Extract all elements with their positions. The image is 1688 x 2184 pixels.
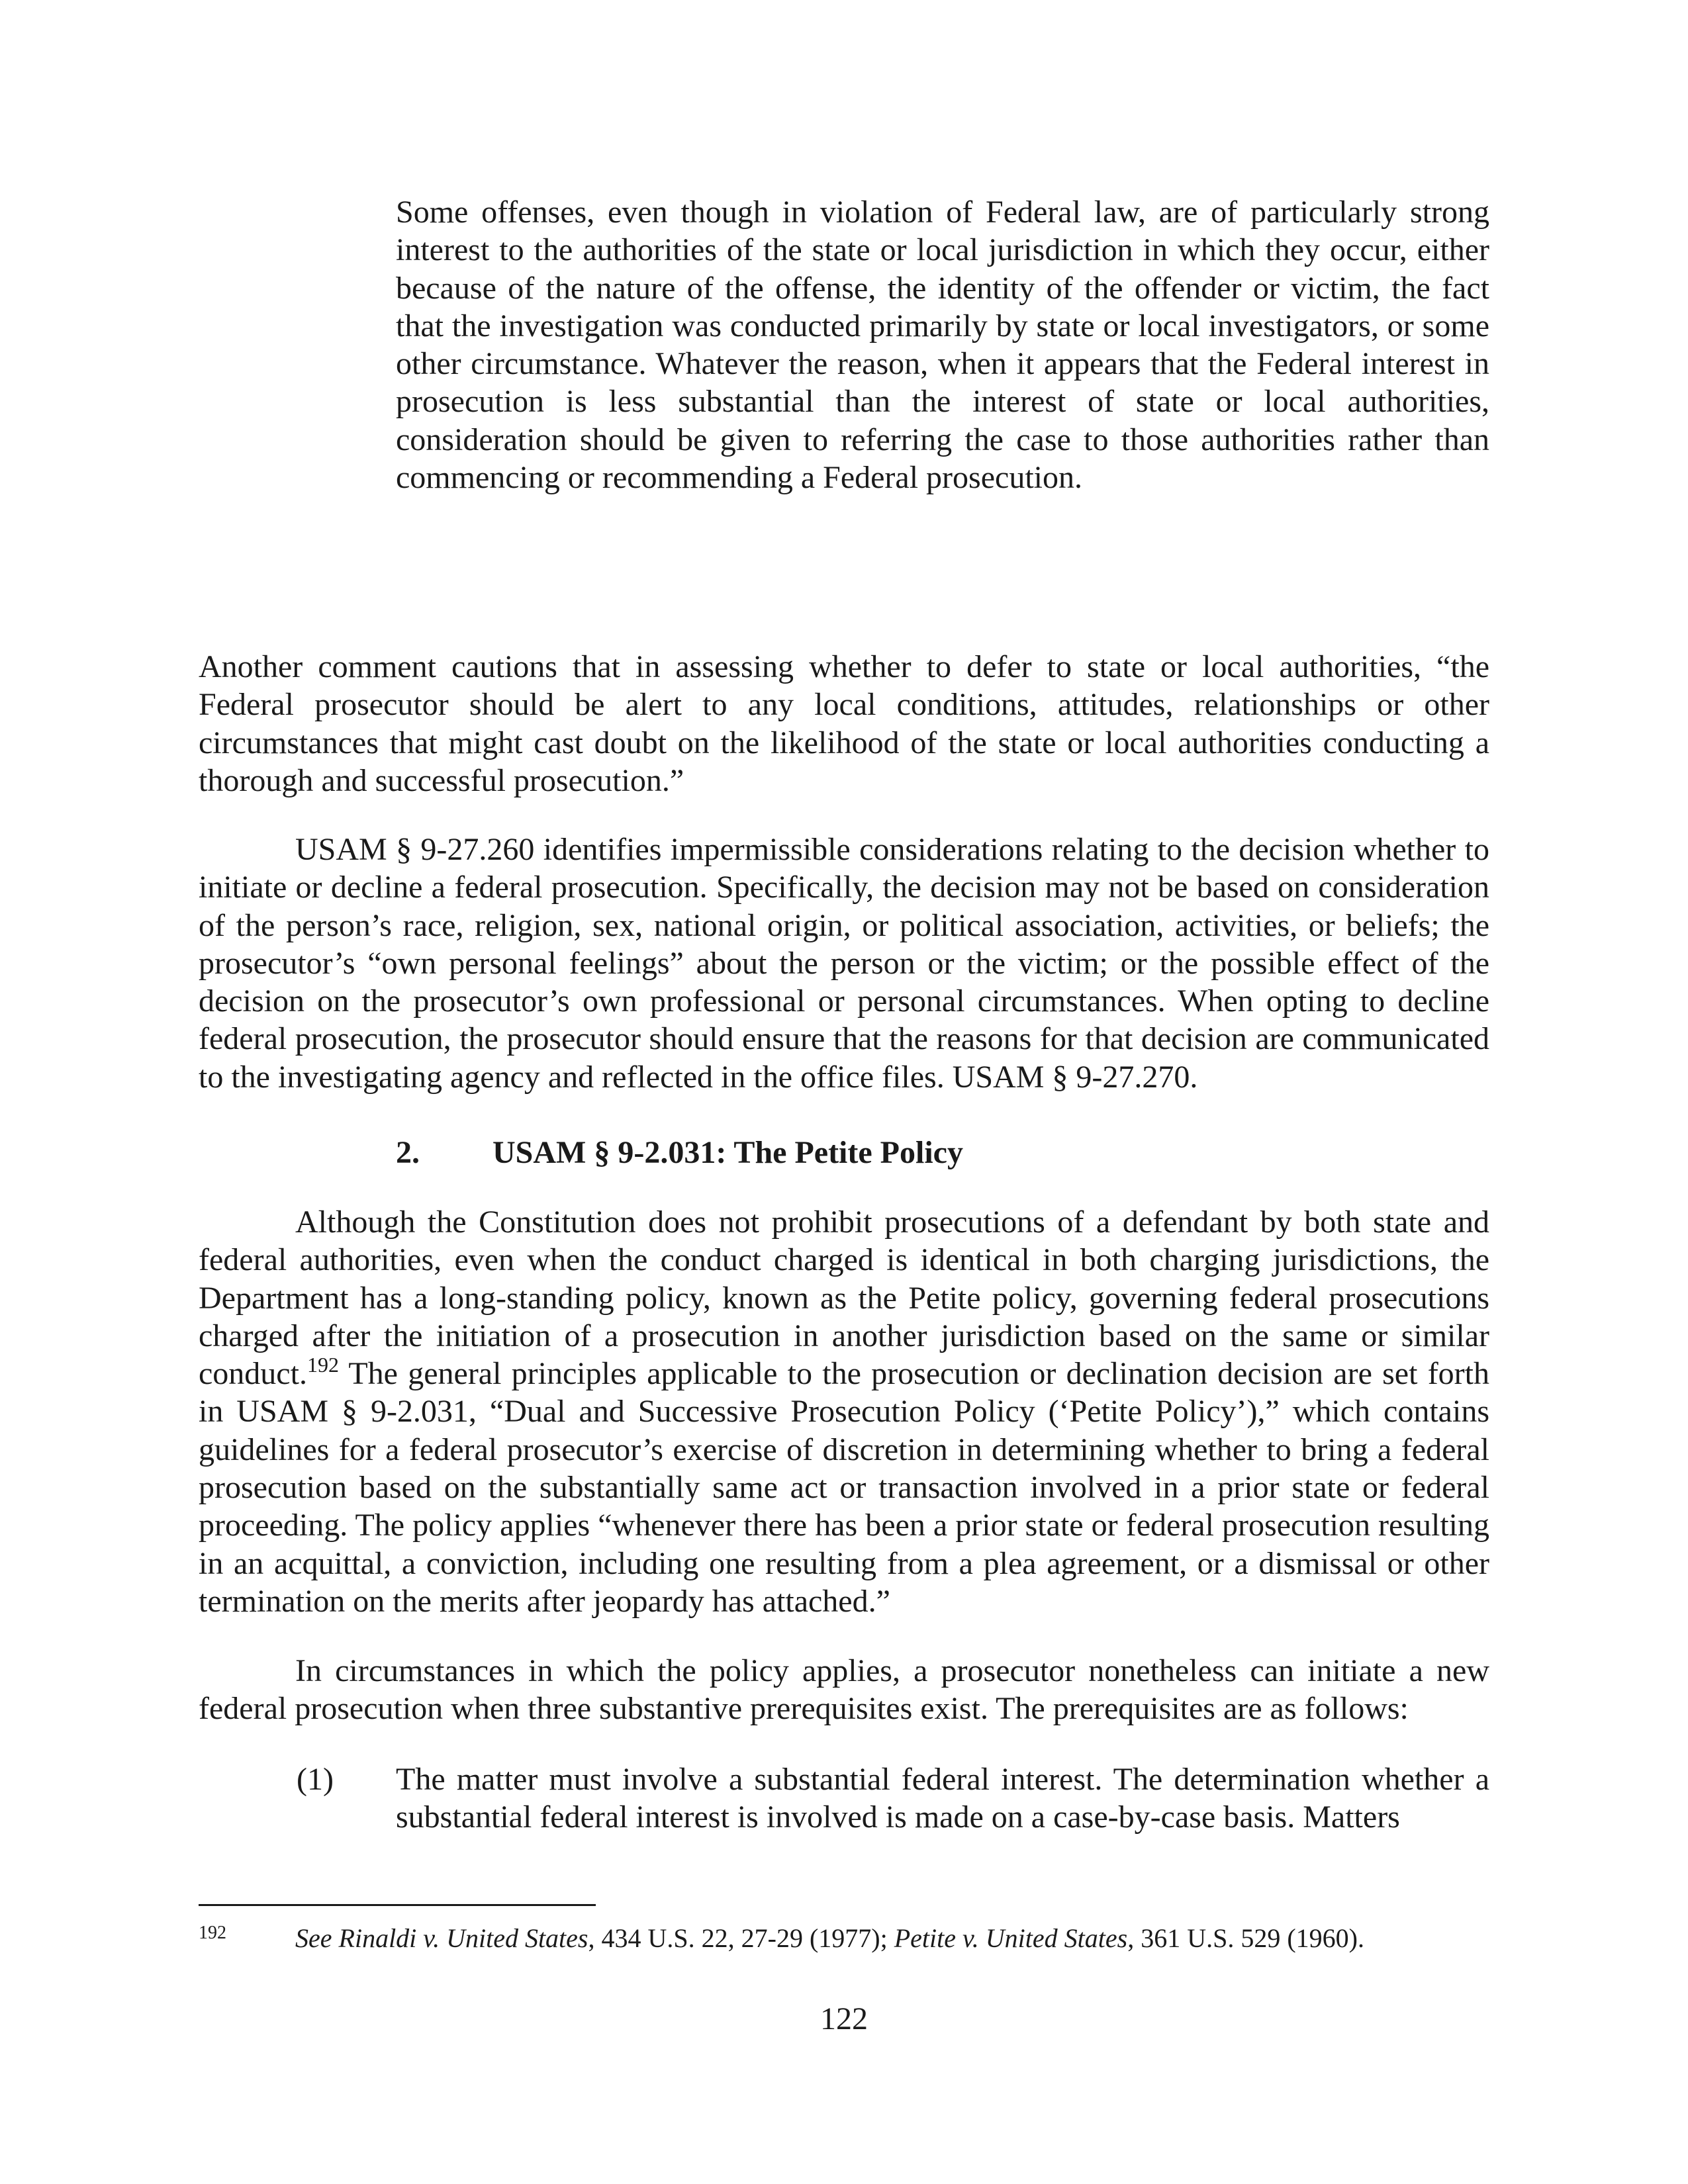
footnote-case-petite: Petite v. United States: [894, 1923, 1128, 1953]
paragraph-usam-9-27-260: USAM § 9-27.260 identifies impermissible considerations relating to the decision whether to initiate or decline a federal prosecution. Specifically, the decision may not be based on consideration of the person’s race, religion, sex, national origin, or political association, activities, or beliefs; the prosecutor’s “own personal feelings” about the person or the victim; or the possible effect of the decision on the prosecutor’s own professional or personal circumstances. When opting to decline federal prosecution, the prosecutor should ensure that the reasons for that decision are communicated to the investigating agency and reflected in the office files. USAM § 9-27.270.: [199, 832, 1489, 1095]
page-number: 122: [820, 2001, 868, 2036]
document-page: [199, 0, 1489, 2184]
footnote-text: [295, 1923, 1364, 1954]
footnote-see: See: [295, 1923, 339, 1953]
footnote-case-rinaldi: Rinaldi v. United States: [338, 1923, 588, 1953]
paragraph-another-comment: Another comment cautions that in assessing whether to defer to state or local authorities, “the Federal prosecutor should be alert to any local conditions, attitudes, relationships or other circumstances that might cast doubt on the likelihood of the state or local authorities conducting a thorough and successful prosecution.”: [199, 649, 1489, 798]
footnote-number: 192: [199, 1923, 226, 1943]
paragraph-circumstances: In circumstances in which the policy applies, a prosecutor nonetheless can initiate a new federal prosecution when three substantive prerequisites exist. The prerequisites are as follows:: [199, 1653, 1489, 1727]
section-number: 2.: [396, 1135, 420, 1170]
footnote-divider: [199, 1904, 596, 1906]
footnote-cite-rinaldi: , 434 U.S. 22, 27-29 (1977);: [588, 1923, 894, 1953]
footnote-cite-petite: , 361 U.S. 529 (1960).: [1127, 1923, 1364, 1953]
section-title: USAM § 9-2.031: The Petite Policy: [492, 1135, 963, 1170]
list-item-text: The matter must involve a substantial federal interest. The determination whether a substantial federal interest is involved is made on a case-by-case basis. Matters: [396, 1762, 1489, 1835]
petite-text-part1: Although the Constitution does not prohibit prosecutions of a defendant by both state and federal authorities, even when the conduct charged is identical in both charging jurisdictions, the Department has a long-standing policy, known as the Petite policy, governing federal prosecutions charged after the initiation of a prosecution in another jurisdiction based on the same or similar conduct.: [199, 1205, 1489, 1392]
list-item-number: (1): [297, 1762, 334, 1797]
section-heading: [396, 1134, 963, 1171]
paragraph-petite-policy: [199, 1203, 1489, 1620]
block-quote: Some offenses, even though in violation of Federal law, are of particularly strong interest to the authorities of the state or local jurisdiction in which they occur, either because of the nature of the offense, the identity of the offender or victim, the fact that the investigation was conducted primarily by state or local investigators, or some other circumstance. Whatever the reason, when it appears that the Federal interest in prosecution is less substantial than the interest of state or local authorities, consideration should be given to referring the case to those authorities rather than commencing or recommending a Federal prosecution.: [396, 195, 1489, 496]
footnote-reference[interactable]: 192: [306, 1353, 339, 1377]
petite-text-part2: The general principles applicable to the prosecution or declination decision are set forth in USAM § 9-2.031, “Dual and Successive Prosecution Policy (‘Petite Policy’),” which contains guidelines for a federal prosecutor’s exercise of discretion in determining whether to bring a federal prosecution based on the substantially same act or transaction involved in a prior state or federal proceeding. The policy applies “whenever there has been a prior state or federal prosecution resulting in an acquittal, a conviction, including one resulting from a plea agreement, or a dismissal or other termination on the merits after jeopardy has attached.”: [199, 1356, 1489, 1619]
